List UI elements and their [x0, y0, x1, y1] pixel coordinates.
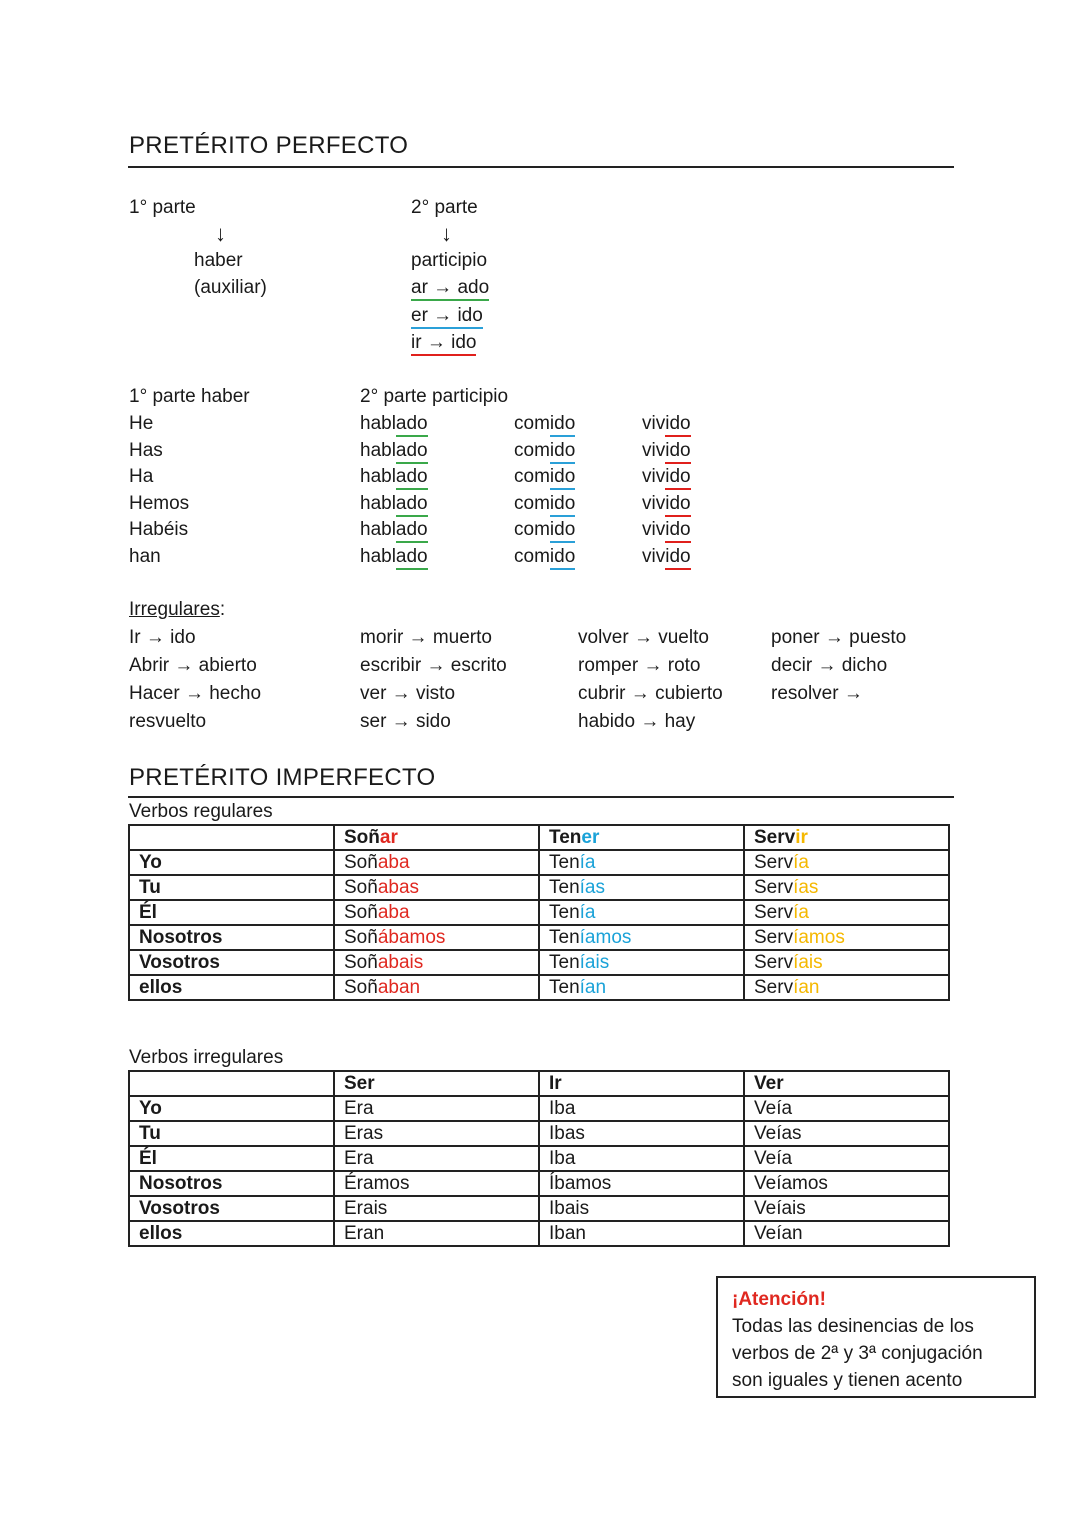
conjugation-cell: Servían: [744, 975, 949, 1000]
pronoun-cell: Yo: [129, 1096, 334, 1121]
conjugation-cell: Era: [334, 1096, 539, 1121]
irregular-item: morir → muerto: [360, 627, 492, 648]
conjugation-cell: Servíamos: [744, 925, 949, 950]
participle: vivido: [642, 518, 691, 542]
pronoun-cell: Él: [129, 1146, 334, 1171]
irregular-item: escribir → escrito: [360, 655, 507, 676]
conjugation-cell: Soñabais: [334, 950, 539, 975]
pronoun: He: [129, 413, 154, 434]
irregular-verbs-table: [128, 1070, 950, 1247]
irregular-item: Ir → ido: [129, 627, 196, 648]
empty-header-cell: [129, 1071, 334, 1096]
participle: vivido: [642, 545, 691, 569]
haber-label: haber: [194, 250, 243, 271]
table-row: [129, 900, 949, 925]
pronoun-cell: ellos: [129, 1221, 334, 1246]
down-arrow-icon: ↓: [215, 221, 226, 246]
participle: hablado: [360, 492, 428, 516]
rule-ir: ir → ido: [411, 332, 476, 356]
participle: comido: [514, 518, 575, 542]
table-row: [129, 1196, 949, 1221]
irregular-item: resvuelto: [129, 711, 207, 732]
table-row: [129, 925, 949, 950]
verb-header: Servir: [744, 825, 949, 850]
verb-header: Ver: [744, 1071, 949, 1096]
irregular-item: decir → dicho: [771, 655, 888, 676]
verb-header: Ir: [539, 1071, 744, 1096]
table-row: [129, 975, 949, 1000]
conjugation-cell: Soñabas: [334, 875, 539, 900]
conjugation-cell: Servía: [744, 900, 949, 925]
participio-column-header: 2° parte participio: [360, 386, 509, 407]
table-row: [129, 1096, 949, 1121]
conjugation-cell: Eran: [334, 1221, 539, 1246]
irregulares-label: Verbos irregulares: [129, 1047, 284, 1068]
participle: hablado: [360, 465, 428, 489]
attention-line: Todas las desinencias de los: [732, 1316, 974, 1337]
irregular-item: cubrir → cubierto: [578, 683, 723, 704]
conjugation-cell: Tenía: [539, 850, 744, 875]
irregular-item: ser → sido: [360, 711, 451, 732]
conjugation-cell: Tenías: [539, 875, 744, 900]
pronoun-cell: Vosotros: [129, 1196, 334, 1221]
participle: hablado: [360, 545, 428, 569]
attention-heading: ¡Atención!: [732, 1289, 826, 1310]
irregular-item: romper → roto: [578, 655, 701, 676]
pronoun-cell: Vosotros: [129, 950, 334, 975]
conjugation-cell: Iban: [539, 1221, 744, 1246]
empty-header-cell: [129, 825, 334, 850]
participle: hablado: [360, 439, 428, 463]
irregular-item: poner → puesto: [771, 627, 907, 648]
conjugation-cell: Servías: [744, 875, 949, 900]
conjugation-cell: Íbamos: [539, 1171, 744, 1196]
conjugation-cell: Soñaba: [334, 850, 539, 875]
regulares-label: Verbos regulares: [129, 801, 273, 822]
pronoun: Has: [129, 439, 163, 461]
participle: hablado: [360, 518, 428, 542]
pronoun-cell: Tu: [129, 1121, 334, 1146]
conjugation-cell: Servíais: [744, 950, 949, 975]
down-arrow-icon: ↓: [441, 221, 452, 246]
auxiliar-label: (auxiliar): [194, 277, 267, 298]
pronoun-cell: Él: [129, 900, 334, 925]
attention-line: son iguales y tienen acento: [732, 1370, 963, 1391]
table-row: [129, 950, 949, 975]
table-header-row: [129, 1071, 949, 1096]
conjugation-cell: Veían: [744, 1221, 949, 1246]
participle: vivido: [642, 492, 691, 516]
rule-er: er → ido: [411, 305, 483, 329]
conjugation-cell: Veías: [744, 1121, 949, 1146]
pronoun-cell: Nosotros: [129, 1171, 334, 1196]
participle: comido: [514, 439, 575, 463]
pronoun-cell: ellos: [129, 975, 334, 1000]
attention-line: verbos de 2ª y 3ª conjugación: [732, 1343, 983, 1364]
irregular-item: Abrir → abierto: [129, 655, 257, 676]
irregular-item: habido → hay: [578, 711, 696, 732]
attention-box: [716, 1276, 1036, 1398]
part2-label: 2° parte: [411, 197, 478, 218]
title-divider: [128, 166, 954, 168]
participle: vivido: [642, 439, 691, 463]
table-row: [129, 1221, 949, 1246]
pronoun: Ha: [129, 466, 154, 488]
table-row: [129, 1121, 949, 1146]
part1-label: 1° parte: [129, 197, 196, 218]
perfecto-title: PRETÉRITO PERFECTO: [129, 132, 409, 159]
conjugation-cell: Soñábamos: [334, 925, 539, 950]
title-divider: [128, 796, 954, 798]
participle: comido: [514, 545, 575, 569]
conjugation-cell: Soñaba: [334, 900, 539, 925]
pronoun: han: [129, 546, 161, 567]
irregular-item: Hacer → hecho: [129, 683, 262, 704]
conjugation-cell: Teníamos: [539, 925, 744, 950]
verb-header: Ser: [334, 1071, 539, 1096]
haber-column-header: 1° parte haber: [129, 386, 250, 407]
table-row: [129, 850, 949, 875]
conjugation-cell: Éramos: [334, 1171, 539, 1196]
imperfecto-title: PRETÉRITO IMPERFECTO: [129, 764, 436, 791]
participle: comido: [514, 465, 575, 489]
pronoun: Hemos: [129, 492, 190, 514]
verb-header: Tener: [539, 825, 744, 850]
irregulares-heading: Irregulares:: [129, 599, 226, 620]
participio-label: participio: [411, 250, 488, 271]
participle: hablado: [360, 412, 428, 436]
conjugation-cell: Tenía: [539, 900, 744, 925]
conjugation-cell: Veíais: [744, 1196, 949, 1221]
table-row: [129, 1171, 949, 1196]
conjugation-cell: Iba: [539, 1096, 744, 1121]
participle: vivido: [642, 465, 691, 489]
rule-ar: ar → ado: [411, 277, 489, 301]
participle: comido: [514, 412, 575, 436]
pronoun: Habéis: [129, 519, 189, 541]
participle: comido: [514, 492, 575, 516]
conjugation-cell: Veía: [744, 1096, 949, 1121]
conjugation-cell: Ibais: [539, 1196, 744, 1221]
table-row: [129, 1146, 949, 1171]
table-row: [129, 875, 949, 900]
conjugation-cell: Iba: [539, 1146, 744, 1171]
regular-verbs-table: [128, 824, 950, 1001]
pronoun-cell: Yo: [129, 850, 334, 875]
irregular-item: resolver →: [771, 683, 863, 704]
conjugation-cell: Servía: [744, 850, 949, 875]
participle: vivido: [642, 412, 691, 436]
pronoun-cell: Nosotros: [129, 925, 334, 950]
conjugation-cell: Veía: [744, 1146, 949, 1171]
conjugation-cell: Teníais: [539, 950, 744, 975]
verb-header: Soñar: [334, 825, 539, 850]
irregular-item: ver → visto: [360, 683, 456, 704]
conjugation-cell: Eras: [334, 1121, 539, 1146]
conjugation-cell: Ibas: [539, 1121, 744, 1146]
conjugation-cell: Erais: [334, 1196, 539, 1221]
table-header-row: [129, 825, 949, 850]
conjugation-cell: Tenían: [539, 975, 744, 1000]
conjugation-cell: Veíamos: [744, 1171, 949, 1196]
pronoun-cell: Tu: [129, 875, 334, 900]
irregular-item: volver → vuelto: [578, 627, 709, 648]
conjugation-cell: Soñaban: [334, 975, 539, 1000]
conjugation-cell: Era: [334, 1146, 539, 1171]
